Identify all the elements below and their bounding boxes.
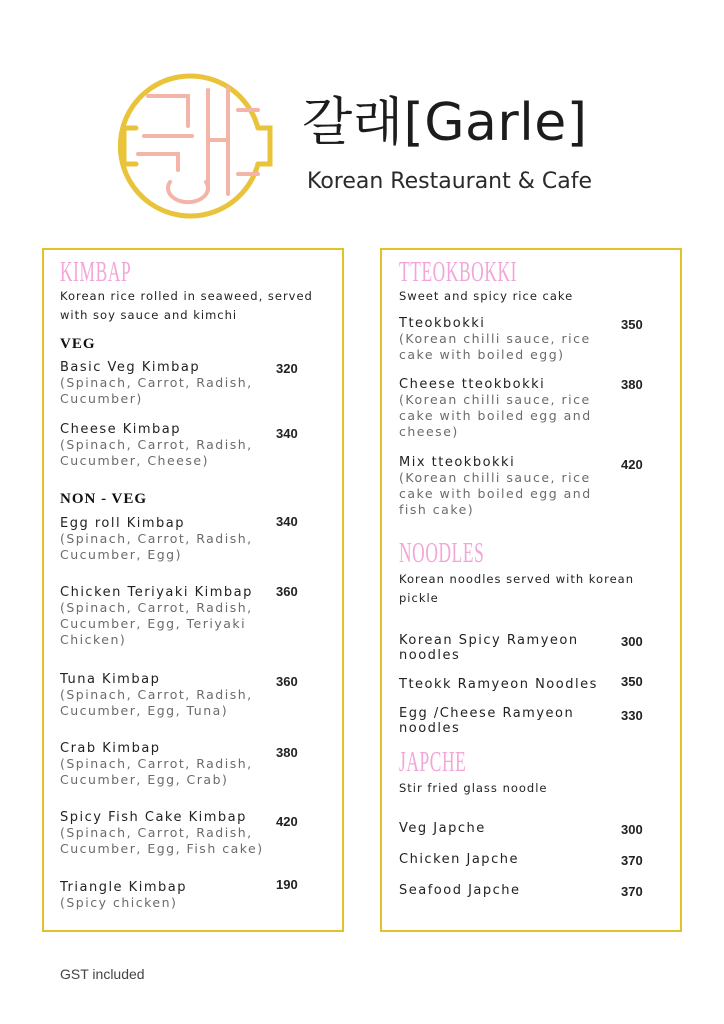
item-description: (Korean chilli sauce, rice cake with boiled egg and cheese) [399,392,592,439]
item-price: 300 [621,822,643,837]
item-price: 380 [621,377,643,392]
item-price: 350 [621,674,643,689]
kimbap-title: KIMBAP [60,257,132,288]
item-description: (Spinach, Carrot, Radish, Cucumber, Cheese) [60,437,253,468]
noodles-title: NOODLES [399,538,485,569]
menu-item [60,880,265,911]
menu-item [399,677,604,692]
item-price: 350 [621,317,643,332]
gst-note: GST included [60,966,145,982]
item-price: 420 [621,457,643,472]
item-description: (Korean chilli sauce, rice cake with boiled egg and fish cake) [399,470,592,517]
item-price: 360 [276,674,298,689]
item-price: 420 [276,814,298,829]
item-name: Veg Japche [399,821,486,836]
item-name: Egg roll Kimbap [60,516,185,531]
japche-title: JAPCHE [399,747,467,778]
item-description: (Spinach, Carrot, Radish, Cucumber, Egg) [60,531,253,562]
item-price: 370 [621,853,643,868]
item-price: 380 [276,745,298,760]
menu-item [60,810,265,857]
item-price: 330 [621,708,643,723]
item-name: Crab Kimbap [60,741,161,756]
menu-item [399,852,604,867]
menu-item [60,360,265,407]
item-price: 360 [276,584,298,599]
item-price: 370 [621,884,643,899]
noodles-description: Korean noodles served with korean pickle [399,572,634,605]
menu-item [399,377,604,440]
item-name: Spicy Fish Cake Kimbap [60,810,247,825]
item-price: 320 [276,361,298,376]
menu-item [399,883,604,898]
menu-item [60,422,265,469]
item-name: Cheese tteokbokki [399,377,546,392]
item-description: (Korean chilli sauce, rice cake with boiled egg) [399,331,591,362]
item-description: (Spinach, Carrot, Radish, Cucumber) [60,375,253,406]
item-name: Chicken Japche [399,852,519,867]
item-price: 300 [621,634,643,649]
item-name: Egg /Cheese Ramyeon noodles [399,706,575,736]
item-description: (Spinach, Carrot, Radish, Cucumber, Egg, Tuna) [60,687,253,718]
item-name: Chicken Teriyaki Kimbap [60,585,253,600]
nonveg-heading: NON - VEG [60,491,148,507]
item-description: (Spicy chicken) [60,895,178,910]
tteokbokki-description: Sweet and spicy rice cake [399,289,574,303]
item-description: (Spinach, Carrot, Radish, Cucumber, Egg, Fish cake) [60,825,264,856]
menu-item [60,672,265,719]
menu-item [60,585,265,648]
item-description: (Spinach, Carrot, Radish, Cucumber, Egg, Crab) [60,756,253,787]
item-name: Korean Spicy Ramyeon noodles [399,633,579,663]
item-price: 190 [276,877,298,892]
kimbap-description: Korean rice rolled in seaweed, served with soy sauce and kimchi [60,289,313,322]
item-name: Cheese Kimbap [60,422,181,437]
tteokbokki-title: TTEOKBOKKI [399,257,518,288]
item-price: 340 [276,514,298,529]
menu-item [60,741,265,788]
item-name: Tteokk Ramyeon Noodles [399,677,598,692]
menu-item [399,455,604,518]
item-name: Tuna Kimbap [60,672,161,687]
item-name: Tteokbokki [399,316,486,331]
item-name: Seafood Japche [399,883,521,898]
item-name: Triangle Kimbap [60,880,187,895]
japche-description: Stir fried glass noodle [399,781,548,795]
menu-item [399,316,604,363]
item-name: Mix tteokbokki [399,455,516,470]
item-price: 340 [276,426,298,441]
item-name: Basic Veg Kimbap [60,360,201,375]
veg-heading: VEG [60,336,96,352]
brand-subtitle: Korean Restaurant & Cafe [307,169,593,194]
menu-item [399,706,604,736]
menu-item [399,633,604,663]
menu-item [399,821,604,836]
item-description: (Spinach, Carrot, Radish, Cucumber, Egg, Teriyaki Chicken) [60,600,253,647]
brand-title: 갈래[Garle] [302,93,588,153]
menu-item [60,516,265,563]
restaurant-logo [118,70,276,222]
